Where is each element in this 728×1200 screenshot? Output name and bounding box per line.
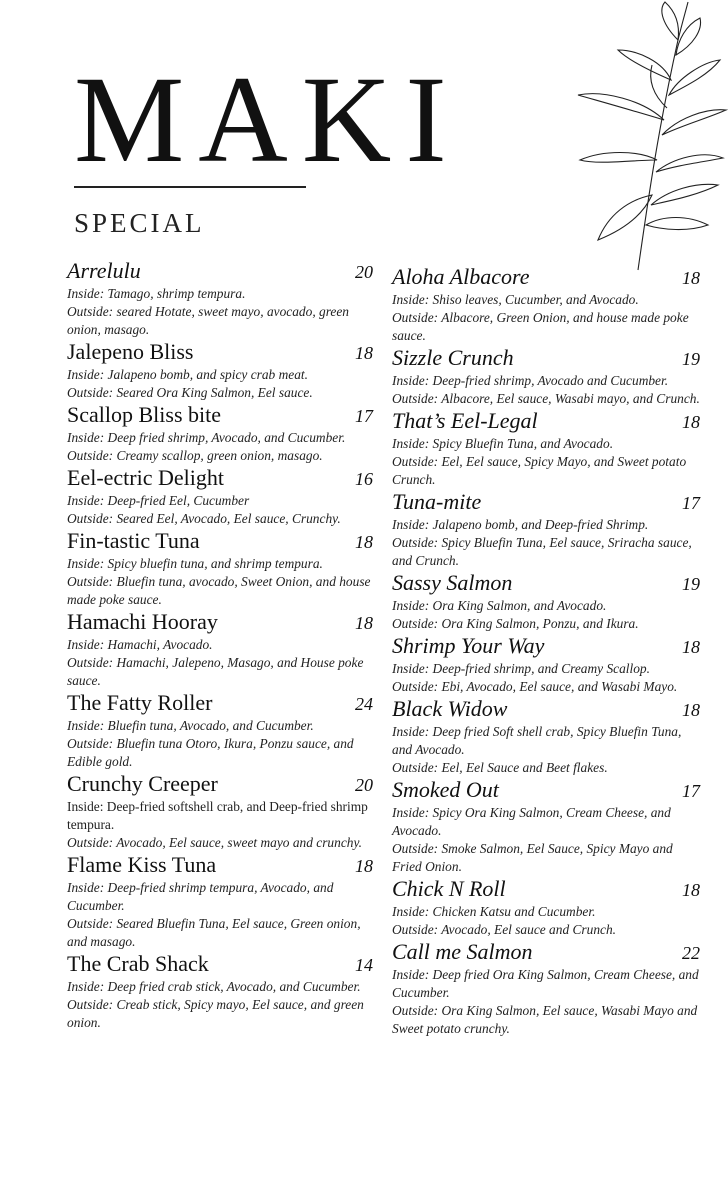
item-inside: Inside: Deep-fried Eel, Cucumber	[67, 493, 250, 508]
item-price: 18	[355, 856, 373, 876]
item-price: 20	[355, 775, 373, 795]
item-name: Crunchy Creeper	[67, 771, 218, 796]
item-name: Jalepeno Bliss	[67, 339, 194, 364]
item-inside: Inside: Deep-fried shrimp, and Creamy Scallop.	[392, 661, 650, 676]
item-name: Arrelulu	[67, 258, 141, 283]
item-outside: Outside: Seared Bluefin Tuna, Eel sauce, Green onion, and masago.	[67, 916, 361, 949]
item-name: That’s Eel-Legal	[392, 408, 538, 433]
menu-item	[67, 690, 373, 771]
menu-item	[67, 465, 373, 528]
item-name: Sizzle Crunch	[392, 345, 514, 370]
item-price: 18	[355, 343, 373, 363]
menu-item	[392, 264, 700, 345]
item-outside: Outside: Ora King Salmon, Eel sauce, Wasabi Mayo and Sweet potato crunchy.	[392, 1003, 698, 1036]
item-name: Smoked Out	[392, 777, 499, 802]
item-name: Scallop Bliss bite	[67, 402, 221, 427]
item-inside: Inside: Deep-fried shrimp, Avocado and Cucumber.	[392, 373, 669, 388]
menu-item	[392, 696, 700, 777]
item-price: 19	[682, 349, 700, 369]
menu-item	[392, 777, 700, 876]
item-outside: Outside: Eel, Eel Sauce and Beet flakes.	[392, 760, 608, 775]
item-inside: Inside: Spicy Bluefin Tuna, and Avocado.	[392, 436, 614, 451]
item-name: Chick N Roll	[392, 876, 506, 901]
menu-item	[392, 876, 700, 939]
item-outside: Outside: Hamachi, Jalepeno, Masago, and House poke sauce.	[67, 655, 364, 688]
item-price: 24	[355, 694, 373, 714]
item-price: 18	[682, 412, 700, 432]
item-outside: Outside: Bluefin tuna Otoro, Ikura, Ponzu sauce, and Edible gold.	[67, 736, 354, 769]
item-price: 18	[682, 700, 700, 720]
item-inside: Inside: Chicken Katsu and Cucumber.	[392, 904, 596, 919]
item-inside: Inside: Deep-fried softshell crab, and Deep-fried shrimp tempura.	[67, 799, 368, 832]
item-price: 17	[355, 406, 373, 426]
item-inside: Inside: Jalapeno bomb, and Deep-fried Shrimp.	[392, 517, 649, 532]
item-inside: Inside: Tamago, shrimp tempura.	[67, 286, 246, 301]
item-inside: Inside: Deep fried shrimp, Avocado, and Cucumber.	[67, 430, 346, 445]
menu-item	[67, 339, 373, 402]
menu-item	[392, 570, 700, 633]
item-outside: Outside: Avocado, Eel sauce, sweet mayo and crunchy.	[67, 835, 363, 850]
item-inside: Inside: Bluefin tuna, Avocado, and Cucumber.	[67, 718, 314, 733]
leaf-branch-illustration	[568, 0, 728, 272]
item-price: 14	[355, 955, 373, 975]
item-inside: Inside: Spicy bluefin tuna, and shrimp tempura.	[67, 556, 323, 571]
item-inside: Inside: Ora King Salmon, and Avocado.	[392, 598, 607, 613]
menu-item	[67, 771, 373, 852]
item-outside: Outside: Albacore, Green Onion, and house made poke sauce.	[392, 310, 689, 343]
menu-column-left	[67, 258, 373, 1032]
menu-item	[392, 633, 700, 696]
item-inside: Inside: Deep fried Ora King Salmon, Cream Cheese, and Cucumber.	[392, 967, 699, 1000]
menu-item	[392, 489, 700, 570]
item-name: Flame Kiss Tuna	[67, 852, 217, 877]
menu-column-right	[392, 264, 700, 1038]
item-outside: Outside: Creab stick, Spicy mayo, Eel sauce, and green onion.	[67, 997, 364, 1030]
menu-item	[67, 402, 373, 465]
item-price: 18	[682, 268, 700, 288]
item-price: 18	[682, 880, 700, 900]
item-price: 20	[355, 262, 373, 282]
item-name: Black Widow	[392, 696, 508, 721]
item-outside: Outside: Ebi, Avocado, Eel sauce, and Wasabi Mayo.	[392, 679, 678, 694]
item-inside: Inside: Hamachi, Avocado.	[67, 637, 213, 652]
item-price: 16	[355, 469, 373, 489]
item-inside: Inside: Deep fried crab stick, Avocado, and Cucumber.	[67, 979, 361, 994]
item-price: 17	[682, 493, 700, 513]
item-outside: Outside: Creamy scallop, green onion, masago.	[67, 448, 323, 463]
item-outside: Outside: Ora King Salmon, Ponzu, and Ikura.	[392, 616, 639, 631]
menu-item	[67, 528, 373, 609]
item-name: Eel-ectric Delight	[67, 465, 224, 490]
item-inside: Inside: Spicy Ora King Salmon, Cream Cheese, and Avocado.	[392, 805, 671, 838]
item-name: Shrimp Your Way	[392, 633, 545, 658]
item-outside: Outside: Seared Ora King Salmon, Eel sauce.	[67, 385, 313, 400]
item-price: 22	[682, 943, 700, 963]
item-outside: Outside: Bluefin tuna, avocado, Sweet Onion, and house made poke sauce.	[67, 574, 371, 607]
menu-item	[392, 408, 700, 489]
item-name: The Fatty Roller	[67, 690, 213, 715]
item-price: 18	[355, 613, 373, 633]
item-outside: Outside: Eel, Eel sauce, Spicy Mayo, and Sweet potato Crunch.	[392, 454, 687, 487]
item-inside: Inside: Deep-fried shrimp tempura, Avocado, and Cucumber.	[67, 880, 334, 913]
title-divider	[74, 186, 306, 188]
item-outside: Outside: Albacore, Eel sauce, Wasabi mayo, and Crunch.	[392, 391, 700, 406]
item-outside: Outside: Seared Eel, Avocado, Eel sauce, Crunchy.	[67, 511, 341, 526]
item-outside: Outside: Avocado, Eel sauce and Crunch.	[392, 922, 617, 937]
item-price: 17	[682, 781, 700, 801]
item-inside: Inside: Shiso leaves, Cucumber, and Avocado.	[392, 292, 639, 307]
item-name: Call me Salmon	[392, 939, 533, 964]
menu-item	[392, 939, 700, 1038]
menu-item	[67, 951, 373, 1032]
item-inside: Inside: Jalapeno bomb, and spicy crab meat.	[67, 367, 308, 382]
item-price: 19	[682, 574, 700, 594]
item-name: Fin-tastic Tuna	[67, 528, 200, 553]
item-outside: Outside: Spicy Bluefin Tuna, Eel sauce, Sriracha sauce, and Crunch.	[392, 535, 692, 568]
item-price: 18	[355, 532, 373, 552]
item-name: Tuna-mite	[392, 489, 482, 514]
menu-subtitle: SPECIAL	[74, 208, 205, 238]
item-price: 18	[682, 637, 700, 657]
item-name: Hamachi Hooray	[67, 609, 218, 634]
item-name: The Crab Shack	[67, 951, 209, 976]
item-inside: Inside: Deep fried Soft shell crab, Spicy Bluefin Tuna, and Avocado.	[392, 724, 682, 757]
item-outside: Outside: Smoke Salmon, Eel Sauce, Spicy Mayo and Fried Onion.	[392, 841, 673, 874]
menu-title: MAKI	[74, 51, 461, 188]
menu-item	[67, 852, 373, 951]
item-name: Aloha Albacore	[392, 264, 530, 289]
menu-item	[392, 345, 700, 408]
menu-item	[67, 609, 373, 690]
item-name: Sassy Salmon	[392, 570, 513, 595]
menu-item	[67, 258, 373, 339]
item-outside: Outside: seared Hotate, sweet mayo, avocado, green onion, masago.	[67, 304, 350, 337]
